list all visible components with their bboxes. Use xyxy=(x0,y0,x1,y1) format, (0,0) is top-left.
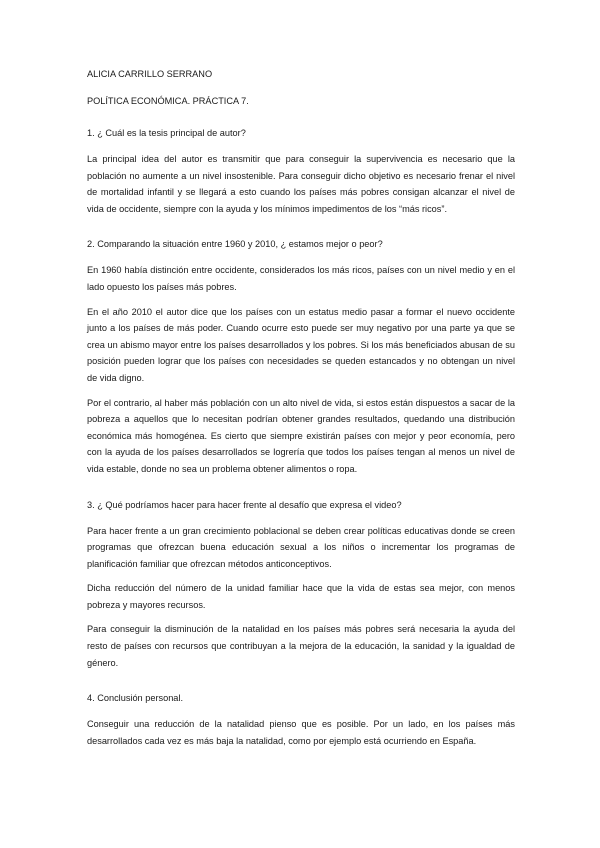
section-3 xyxy=(87,497,515,672)
document-body xyxy=(87,66,515,757)
section-1 xyxy=(87,125,515,217)
question-2: 2. Comparando la situación entre 1960 y 2010, ¿ estamos mejor o peor? xyxy=(87,239,383,250)
answer-2-paragraph-3: Por el contrario, al haber más población con un alto nivel de vida, si estos están dispuestos a sacar de la pobreza a aquellos que lo necesitan podrían obtener grandes resultados, quedando una distribución económica más homogénea. Es cierto que siempre existirán países con mejor y peor economía, pero con la ayuda de los países desarrollados se logrería que todos los países tengan al menos un nivel de vida estable, donde no sea un problema obtener alimentos o ropa. xyxy=(87,397,515,474)
answer-3-paragraph-2: Dicha reducción del número de la unidad familiar hace que la vida de estas sea mejor, con menos pobreza y mayores recursos. xyxy=(87,583,515,610)
answer-2-paragraph-2: En el año 2010 el autor dice que los países con un estatus medio pasar a formar el nuevo occidente junto a los países de más poder. Cuando ocurre esto puede ser muy negativo por una parte ya que se crea un abismo mayor entre los países desarrollados y los pobres. Si los más beneficiados abusan de su posición pueden lograr que los países con necesidades se queden estancados y no obtengan un nivel de vida digno. xyxy=(87,306,515,383)
answer-4-paragraph-1: Conseguir una reducción de la natalidad pienso que es posible. Por un lado, en los países más desarrollados cada vez es más baja la natalidad, como por ejemplo está ocurriendo en España. xyxy=(87,719,515,746)
section-2 xyxy=(87,236,515,477)
question-4: 4. Conclusión personal. xyxy=(87,693,184,704)
document-subtitle: POLÍTICA ECONÓMICA. PRÁCTICA 7. xyxy=(87,96,249,106)
section-4 xyxy=(87,690,515,749)
question-1: 1. ¿ Cuál es la tesis principal de autor? xyxy=(87,128,246,138)
answer-3-paragraph-1: Para hacer frente a un gran crecimiento poblacional se deben crear políticas educativas donde se creen programas que ofrezcan buena educación sexual a los niños o incrementar los programas de planificación familiar que ofrezcan métodos anticonceptivos. xyxy=(87,525,515,569)
answer-3-paragraph-3: Para conseguir la disminución de la natalidad en los países más pobres será necesaria la ayuda del resto de países con recursos que contribuyan a la mejora de la educación, la sanidad y la igualdad de género. xyxy=(87,624,515,668)
question-3: 3. ¿ Qué podríamos hacer para hacer frente al desafío que expresa el video? xyxy=(87,499,402,510)
answer-2-paragraph-1: En 1960 había distinción entre occidente, considerados los más ricos, países con un nivel medio y en el lado opuesto los países más pobres. xyxy=(87,265,515,292)
answer-1-paragraph-1: La principal idea del autor es transmitir que para conseguir la supervivencia es necesario que la población no aumente a un nivel insostenible. Para conseguir dicho objetivo es necesario frenar el nivel de mortalidad infantil y se llegará a esto cuando los países más pobres consigan alcanzar el nivel de vida de occidente, siempre con la ayuda y los mínimos impedimentos de los “más ricos”. xyxy=(87,154,515,214)
author-name: ALICIA CARRILLO SERRANO xyxy=(87,69,213,79)
